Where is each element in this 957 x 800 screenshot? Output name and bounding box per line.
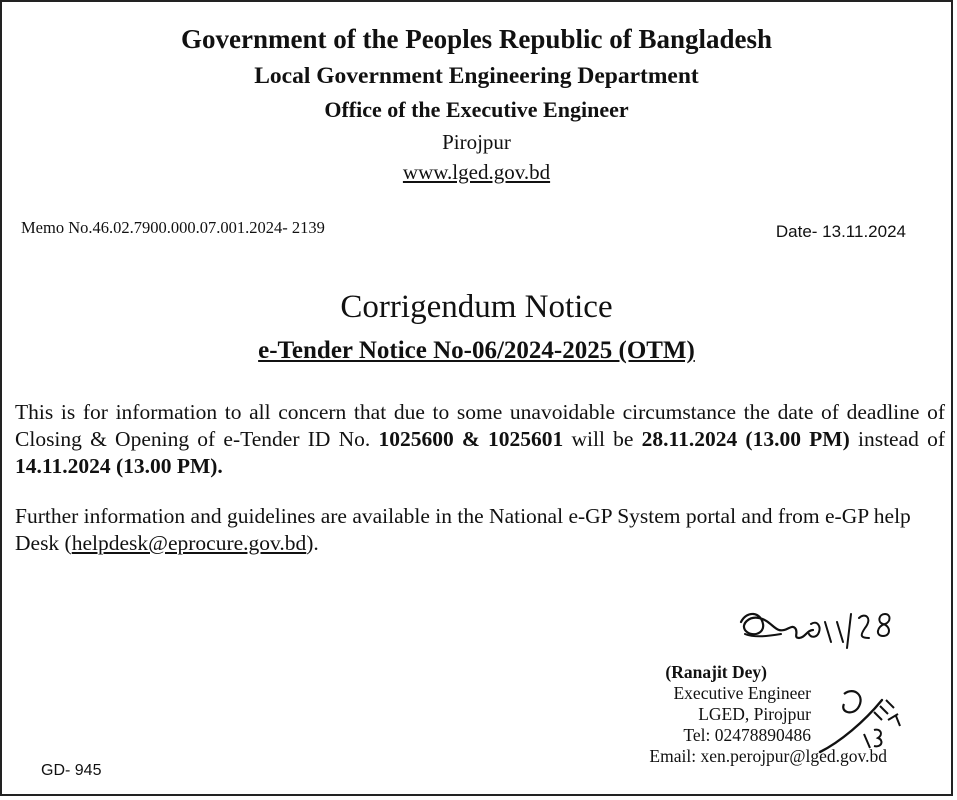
government-heading: Government of the Peoples Republic of Bangladesh xyxy=(181,24,772,54)
memo-number: Memo No.46.02.7900.000.07.001.2024- 2139 xyxy=(21,218,325,237)
office-heading: Office of the Executive Engineer xyxy=(324,97,629,122)
website-line xyxy=(2,160,951,185)
helpdesk-email-link[interactable]: helpdesk@eprocure.gov.bd xyxy=(71,531,307,555)
department-heading: Local Government Engineering Department xyxy=(254,63,699,89)
tender-ids: 1025600 & 1025601 xyxy=(378,427,564,451)
website-link[interactable]: www.lged.gov.bd xyxy=(402,160,551,184)
city-name: Pirojpur xyxy=(442,130,511,154)
notice-date: Date- 13.11.2024 xyxy=(775,222,906,241)
signatory-designation: Executive Engineer xyxy=(673,683,811,703)
notice-title: Corrigendum Notice xyxy=(340,289,613,325)
signatory-block xyxy=(649,662,887,767)
handwritten-signature xyxy=(727,604,917,664)
paragraph-deadline-change xyxy=(15,399,945,480)
document-code: GD- 945 xyxy=(41,762,102,779)
notice-subtitle: e-Tender Notice No-06/2024-2025 (OTM) xyxy=(258,337,695,364)
signatory-telephone: Tel: 02478890486 xyxy=(683,725,811,745)
signatory-name: (Ranajit Dey) xyxy=(665,662,767,682)
paragraph-text: This is for information to all concern that due to some unavoidable circumstance the date of deadline of Closing & Opening of e-Tender ID No. xyxy=(15,400,945,451)
paragraph-further-info xyxy=(15,503,945,557)
notice-subtitle-line xyxy=(2,337,951,365)
signatory-office: LGED, Pirojpur xyxy=(698,704,811,724)
old-deadline: 14.11.2024 (13.00 PM). xyxy=(15,454,223,478)
signatory-email: Email: xen.perojpur@lged.gov.bd xyxy=(649,746,887,766)
new-deadline: 28.11.2024 (13.00 PM) xyxy=(641,427,850,451)
paragraph-text: instead of xyxy=(849,427,945,451)
paragraph-text: Further information and guidelines are available in the National e-GP System portal and from e-GP help Desk ( xyxy=(15,504,911,555)
paragraph-text: ). xyxy=(306,531,319,555)
paragraph-text: will be xyxy=(563,427,642,451)
